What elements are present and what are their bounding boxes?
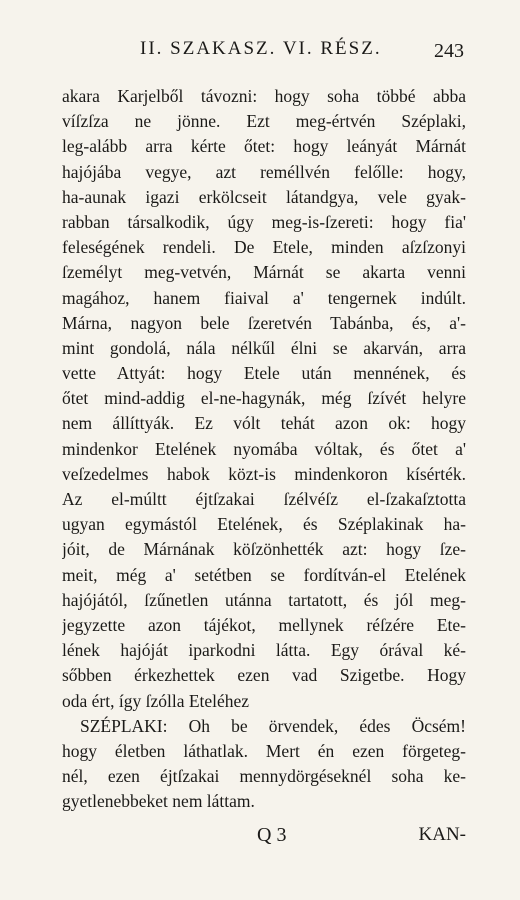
text-line: vette Attyát: hogy Etele után mennének, és xyxy=(62,363,466,384)
text-line: akara Karjelből távozni: hogy soha többé abba xyxy=(62,86,466,106)
speaker-name: SZÉPLAKI: xyxy=(80,715,168,736)
text-line: Márna, nagyon bele ſzeretvén Tabánba, és, a'- xyxy=(62,312,466,333)
running-head: II. SZAKASZ. VI. RÉSZ. xyxy=(140,38,382,59)
text-line: ſzemélyt meg-vetvén, Márnát se akarta venni xyxy=(62,262,466,283)
catchword: KAN- xyxy=(418,824,466,845)
text-line: hajójába vegye, azt reméllvén felőlle: hogy, xyxy=(62,161,466,182)
text-line: ugyan egymástól Etelének, és Széplakinak ha- xyxy=(62,514,466,535)
text-line: rabban társalkodik, úgy meg-is-ſzereti: hogy fia' xyxy=(62,211,466,232)
text-line: víſzſza ne jönne. Ezt meg-értvén Széplaki, xyxy=(62,111,466,132)
text-line: mint gondolá, nála nélkűl élni se akarván, arra xyxy=(62,337,466,358)
speech-text: Oh be örvendek, édes Öcsém! xyxy=(188,715,466,736)
text-line: nem állíttyák. Ez vólt tehát azon ok: hogy xyxy=(62,413,466,434)
text-line: magához, hanem fiaival a' tengernek indúlt. xyxy=(62,287,466,308)
text-line: ha-aunak igazi erkölcseit látandgya, vele gyak- xyxy=(62,186,466,207)
speech-first-line xyxy=(62,714,466,739)
text-line: feleségének rendeli. De Etele, minden aſzſzonyi xyxy=(62,237,466,258)
text-line: hajójától, ſzűnetlen utánna tartatott, és jól meg- xyxy=(62,589,466,610)
text-line: meit, még a' setétben se fordítván-el Etelének xyxy=(62,564,466,585)
text-line: sőbben érkezhettek ezen vad Szigetbe. Hogy xyxy=(62,665,466,686)
text-line: őtet mind-addig el-ne-hagynák, még ſzívét helyre xyxy=(62,388,466,409)
text-line: oda ért, így ſzólla Eteléhez xyxy=(62,690,250,711)
speech-line: hogy életben láthatlak. Mert én ezen förgeteg- xyxy=(62,740,466,761)
text-line: Az el-múltt éjtſzakai ſzélvéſz el-ſzakaſztotta xyxy=(62,489,466,509)
speech-line: nél, ezen éjtſzakai mennydörgéseknél soha ke- xyxy=(62,766,466,787)
text-line: leg-alább arra kérte őtet: hogy leányát Márnát xyxy=(62,136,466,157)
text-line: mindenkor Etelének nyomába vóltak, és őtet a' xyxy=(62,438,466,459)
signature-mark: Q 3 xyxy=(257,824,287,846)
page-footer xyxy=(62,824,466,852)
body-text xyxy=(62,84,466,814)
page-header xyxy=(60,38,464,68)
text-line: lének hajóját iparkodni látta. Egy órával ké- xyxy=(62,640,466,661)
page-number: 243 xyxy=(434,40,464,62)
speech-line: gyetlenebbeket nem láttam. xyxy=(62,791,255,812)
text-line: jegyzette azon tájékot, mellynek réſzére Ete- xyxy=(62,614,466,635)
text-line: veſzedelmes habok közt-is mindenkoron kísérték. xyxy=(62,463,466,484)
text-line: jóit, de Márnának köſzönhették azt: hogy ſze- xyxy=(62,539,466,560)
